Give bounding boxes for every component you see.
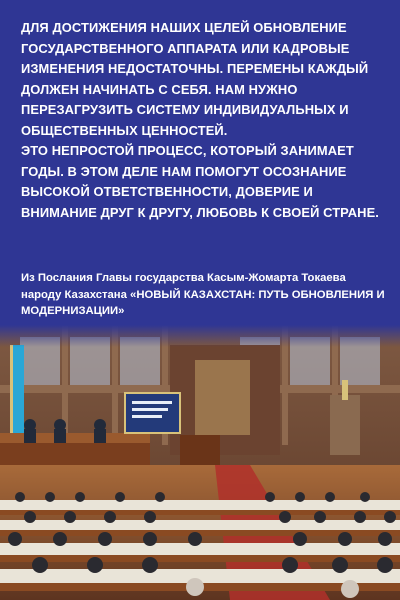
- quote-source: Из Послания Главы государства Касым-Жомарта Токаева народу Казахстана «НОВЫЙ КАЗАХСТАН: ПУТЬ ОБНОВЛЕНИЯ И МОДЕРНИЗАЦИИ»: [21, 272, 385, 317]
- parliament-hall-photo: [0, 325, 400, 600]
- quote-paragraph-2: ЭТО НЕПРОСТОЙ ПРОЦЕСС, КОТОРЫЙ ЗАНИМАЕТ ГОДЫ. В ЭТОМ ДЕЛЕ НАМ ПОМОГУТ ОСОЗНАНИЕ ВЫСОКОЙ ОТВЕТСТВЕННОСТИ, ДОВЕРИЕ И ВНИМАНИЕ ДРУГ К ДРУГУ, ЛЮБОВЬ К СВОЕЙ СТРАНЕ.: [21, 143, 379, 220]
- quote-block: [21, 18, 391, 223]
- quote-paragraph-1: ДЛЯ ДОСТИЖЕНИЯ НАШИХ ЦЕЛЕЙ ОБНОВЛЕНИЕ ГОСУДАРСТВЕННОГО АППАРАТА ИЛИ КАДРОВЫЕ ИЗМЕНЕНИЯ НЕДОСТАТОЧНЫ. ПЕРЕМЕНЫ КАЖДЫЙ ДОЛЖЕН НАЧИНАТЬ С СЕБЯ. НАМ НУЖНО ПЕРЕЗАГРУЗИТЬ СИСТЕМУ ИНДИВИДУАЛЬНЫХ И ОБЩЕСТВЕННЫХ ЦЕННОСТЕЙ.: [21, 20, 369, 138]
